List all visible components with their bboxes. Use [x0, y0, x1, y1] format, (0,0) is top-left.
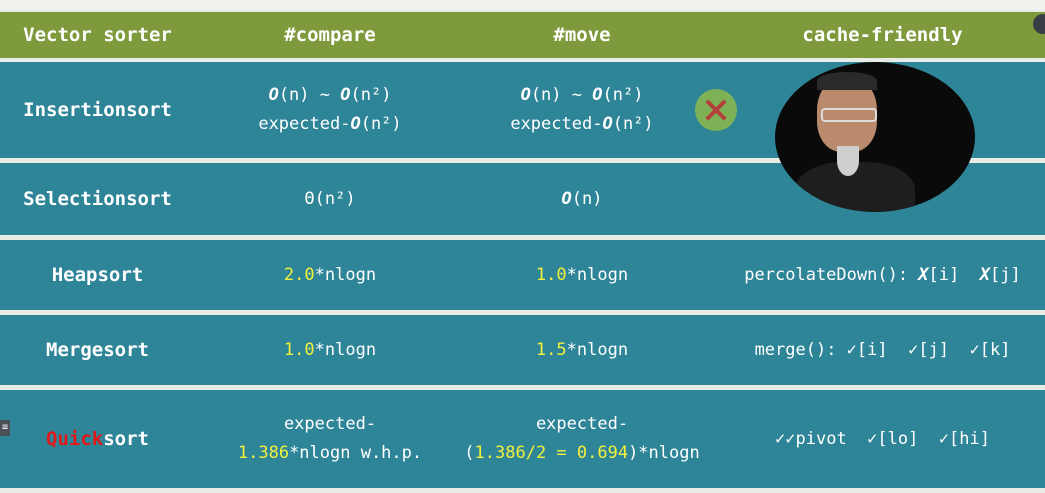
row-name: Selectionsort: [23, 187, 172, 210]
row-name: Insertionsort: [23, 98, 172, 121]
table-row-heapsort: [0, 240, 1045, 310]
presenter-beard: [837, 146, 859, 176]
compare-cell: 2.0*nlogn: [283, 264, 377, 285]
row-name: Quicksort: [46, 427, 149, 450]
presenter-glasses: [821, 108, 877, 122]
row-name: Mergesort: [46, 338, 149, 361]
presenter-video: [775, 62, 975, 212]
row-name: Heapsort: [51, 263, 144, 286]
header-compare: #compare: [284, 23, 376, 46]
menu-handle-icon[interactable]: ≡: [0, 420, 10, 436]
move-cell: expected- (1.386/2 = 0.694)*nlogn: [464, 414, 700, 463]
compare-cell: O(n) ~ O(n²) expected-O(n²): [258, 85, 402, 134]
cache-cell: merge(): ✓[i] ✓[j] ✓[k]: [754, 339, 1011, 360]
move-cell: O(n) ~ O(n²) expected-O(n²): [510, 85, 654, 134]
header-cache-friendly: cache-friendly: [802, 23, 963, 46]
table-row-mergesort: [0, 315, 1045, 385]
move-cell: O(n): [561, 188, 603, 209]
header-vector-sorter: Vector sorter: [23, 23, 172, 46]
crossed-circle-icon: [695, 89, 737, 131]
compare-cell: 1.0*nlogn: [283, 339, 377, 360]
cache-cell: percolateDown(): X[i] X[j]: [744, 264, 1021, 285]
move-cell: 1.0*nlogn: [535, 264, 629, 285]
move-cell: 1.5*nlogn: [535, 339, 629, 360]
table-header: [0, 12, 1045, 58]
presenter-hair: [817, 72, 877, 90]
table-row-quicksort: [0, 390, 1045, 488]
top-strip: [0, 0, 1045, 10]
header-move: #move: [553, 23, 611, 46]
compare-cell: Θ(n²): [304, 188, 356, 209]
compare-cell: expected- 1.386*nlogn w.h.p.: [237, 414, 423, 463]
cache-cell: ✓✓pivot ✓[lo] ✓[hi]: [775, 428, 990, 449]
